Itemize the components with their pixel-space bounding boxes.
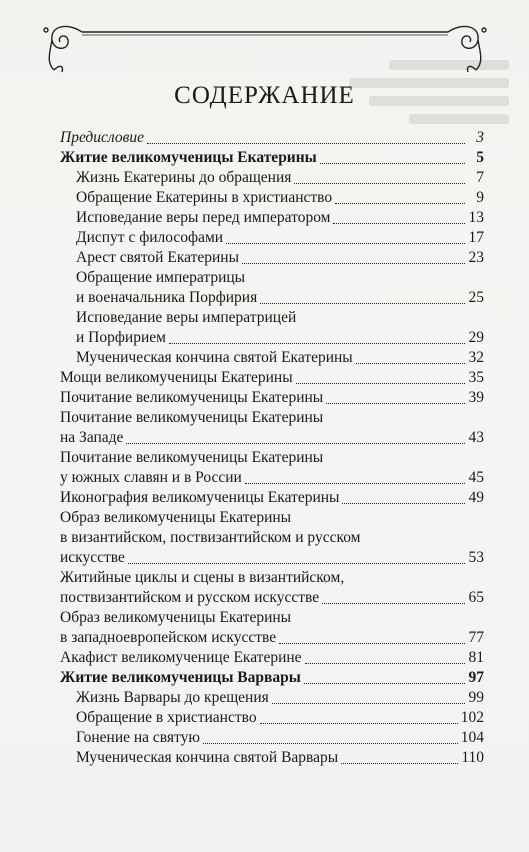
toc-page-number: 35: [468, 369, 484, 386]
toc-page-number: 99: [468, 689, 484, 706]
toc-page-number: 39: [468, 389, 484, 406]
toc-entry-title: Исповедание веры перед императором: [76, 209, 331, 226]
toc-entry-title: Житийные циклы и сцены в византийском,: [60, 569, 345, 586]
toc-page-number: 5: [476, 149, 484, 166]
table-of-contents: [60, 128, 484, 768]
toc-page-number: 81: [468, 649, 484, 666]
toc-entry-title: и Порфирием: [76, 329, 166, 346]
toc-entry-last-line: [76, 288, 484, 308]
toc-entry: [60, 488, 484, 508]
toc-entry-last-line: [60, 468, 484, 488]
toc-entry: [60, 348, 484, 368]
toc-page-number: 45: [468, 469, 484, 486]
toc-entry-title: Житие великомученицы Варвары: [60, 669, 301, 686]
toc-page-number: 49: [468, 489, 484, 506]
toc-page-number: 104: [460, 729, 484, 746]
toc-entry-title: Предисловие: [60, 129, 144, 146]
dot-leader: [128, 562, 465, 564]
header-ornament: [42, 18, 488, 74]
dot-leader: [341, 762, 458, 764]
toc-entry-title: Обращение в христианство: [76, 709, 257, 726]
toc-entry: [60, 308, 484, 348]
toc-entry: [60, 408, 484, 448]
toc-entry: [60, 368, 484, 388]
toc-entry-title: Образ великомученицы Екатерины: [60, 509, 292, 526]
dot-leader: [335, 202, 465, 204]
toc-entry-title: поствизантийском и русском искусстве: [60, 589, 320, 606]
toc-page-number: 43: [468, 429, 484, 446]
dot-leader: [296, 382, 465, 384]
toc-page-number: 102: [460, 709, 484, 726]
dot-leader: [245, 482, 465, 484]
toc-entry-title: Обращение Екатерины в христианство: [76, 189, 333, 206]
toc-entry: [60, 128, 484, 148]
toc-entry-title: Иконография великомученицы Екатерины: [60, 489, 340, 506]
toc-page-number: 3: [476, 129, 484, 146]
toc-entry-title: Арест святой Екатерины: [76, 249, 239, 266]
dot-leader: [272, 702, 465, 704]
toc-entry-last-line: [60, 628, 484, 648]
toc-page-number: 77: [468, 629, 484, 646]
toc-entry-last-line: [76, 328, 484, 348]
toc-entry-title: и военачальника Порфирия: [76, 289, 258, 306]
toc-entry: [60, 728, 484, 748]
page-title: СОДЕРЖАНИЕ: [174, 82, 355, 109]
toc-page-number: 9: [476, 189, 484, 206]
toc-page-number: 53: [468, 549, 484, 566]
toc-entry-title: искусстве: [60, 549, 125, 566]
toc-entry-title: Жизнь Екатерины до обращения: [76, 169, 292, 186]
toc-entry-title: Образ великомученицы Екатерины: [60, 609, 292, 626]
toc-entry-title: Исповедание веры императрицей: [76, 309, 297, 326]
toc-entry-title: Почитание великомученицы Екатерины: [60, 389, 324, 406]
toc-page-number: 110: [461, 749, 484, 766]
dot-leader: [126, 442, 465, 444]
toc-entry: [60, 208, 484, 228]
toc-entry-last-line: [60, 428, 484, 448]
dot-leader: [322, 602, 465, 604]
dot-leader: [294, 182, 465, 184]
toc-entry: [60, 248, 484, 268]
dot-leader: [342, 502, 465, 504]
dot-leader: [356, 362, 465, 364]
toc-entry: [60, 668, 484, 688]
toc-page-number: 32: [468, 349, 484, 366]
toc-entry: [60, 168, 484, 188]
dot-leader: [260, 302, 465, 304]
dot-leader: [305, 662, 465, 664]
toc-entry: [60, 688, 484, 708]
toc-page-number: 17: [468, 229, 484, 246]
toc-entry-last-line: [60, 548, 484, 568]
toc-page-number: 7: [476, 169, 484, 186]
toc-entry: [60, 648, 484, 668]
toc-entry: [60, 188, 484, 208]
dot-leader: [226, 242, 465, 244]
toc-entry-title: Почитание великомученицы Екатерины: [60, 449, 324, 466]
dot-leader: [326, 402, 465, 404]
toc-entry: [60, 608, 484, 648]
toc-entry-title: Акафист великомученице Екатерине: [60, 649, 302, 666]
toc-entry: [60, 148, 484, 168]
toc-entry-title: на Западе: [60, 429, 124, 446]
toc-entry: [60, 388, 484, 408]
toc-page-number: 13: [468, 209, 484, 226]
toc-page-number: 23: [468, 249, 484, 266]
toc-entry: [60, 708, 484, 728]
toc-entry-title: Мощи великомученицы Екатерины: [60, 369, 293, 386]
toc-entry: [60, 268, 484, 308]
dot-leader: [304, 682, 465, 684]
toc-entry-title: в византийском, поствизантийском и русском: [60, 529, 361, 546]
toc-entry-title: Житие великомученицы Екатерины: [60, 149, 317, 166]
dot-leader: [169, 342, 465, 344]
toc-entry-title: у южных славян и в России: [60, 469, 242, 486]
toc-page-number: 25: [468, 289, 484, 306]
toc-entry-title: Обращение императрицы: [76, 269, 246, 286]
toc-entry-title: Жизнь Варвары до крещения: [76, 689, 269, 706]
toc-entry-title: в западноевропейском искусстве: [60, 629, 277, 646]
toc-entry-title: Почитание великомученицы Екатерины: [60, 409, 324, 426]
toc-entry: [60, 748, 484, 768]
toc-page-number: 29: [468, 329, 484, 346]
dot-leader: [260, 722, 458, 724]
toc-entry-title: Мученическая кончина святой Варвары: [76, 749, 339, 766]
toc-entry: [60, 508, 484, 568]
toc-entry-title: Мученическая кончина святой Екатерины: [76, 349, 353, 366]
dot-leader: [333, 222, 465, 224]
dot-leader: [279, 642, 465, 644]
toc-page-number: 65: [468, 589, 484, 606]
toc-entry-title: Гонение на святую: [76, 729, 200, 746]
dot-leader: [320, 162, 465, 164]
toc-entry: [60, 228, 484, 248]
dot-leader: [147, 142, 465, 144]
toc-page-number: 97: [468, 669, 484, 686]
dot-leader: [242, 262, 465, 264]
toc-entry-last-line: [60, 588, 484, 608]
toc-entry: [60, 448, 484, 488]
toc-entry-title: Диспут с философами: [76, 229, 224, 246]
dot-leader: [203, 742, 458, 744]
toc-entry: [60, 568, 484, 608]
